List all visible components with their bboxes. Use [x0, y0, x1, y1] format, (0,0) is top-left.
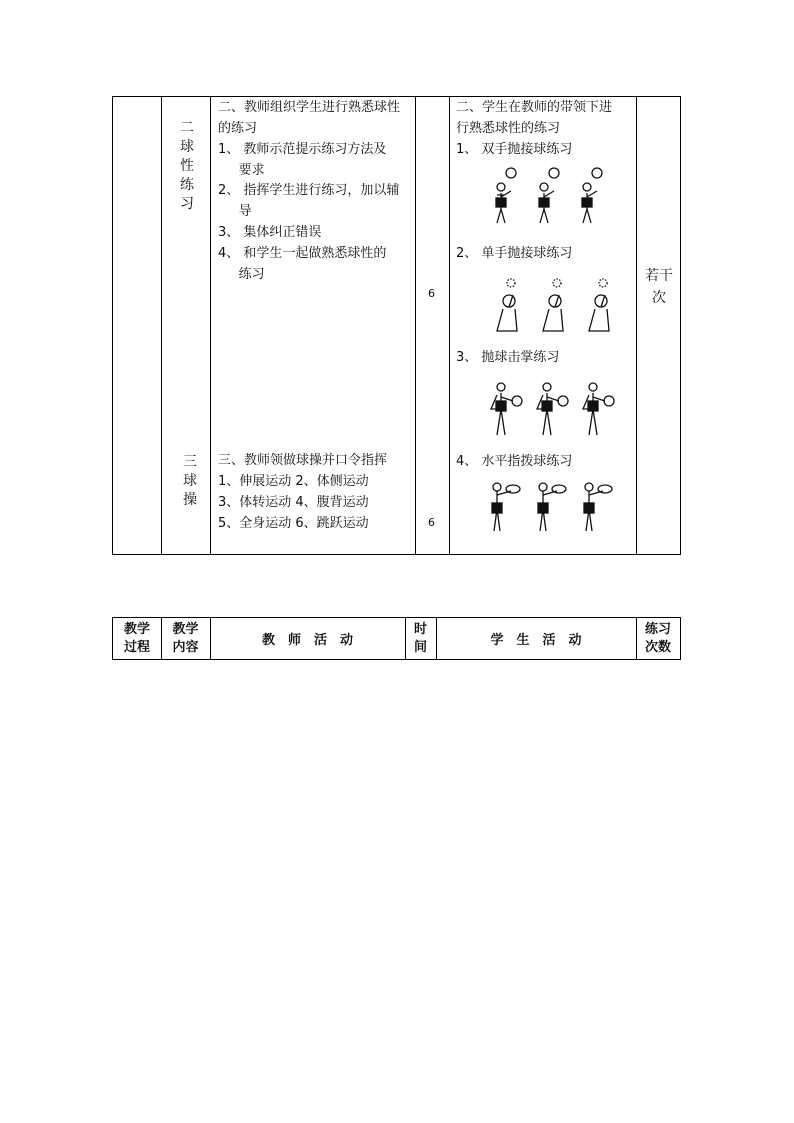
two-hand-toss-illustration: [477, 167, 617, 233]
reps-value: 若干 次: [645, 268, 673, 306]
teacher-line: 要求: [218, 163, 265, 178]
time-value: 6: [428, 287, 435, 300]
teacher-line: 的练习: [218, 121, 258, 136]
content-label-ball-practice: 二 球 性 练 习: [180, 120, 194, 212]
header-student-activity: 学 生 活 动: [490, 633, 582, 648]
header-teacher-activity: 教 师 活 动: [261, 633, 353, 648]
teacher-line: 5、全身运动 6、跳跃运动: [218, 516, 369, 531]
lesson-header-table: [112, 617, 681, 660]
col-divider: [415, 97, 416, 554]
one-hand-toss-illustration: [483, 277, 623, 337]
student-item: 3、 抛球击掌练习: [456, 350, 560, 365]
teacher-line: 导: [218, 204, 252, 219]
student-item: 1、 双手抛接球练习: [456, 142, 573, 157]
teacher-line: 4、 和学生一起做熟悉球性的: [218, 246, 387, 261]
teacher-line: 三、教师领做球操并口令指挥: [218, 453, 388, 468]
col-divider: [161, 97, 162, 554]
header-process: 教学 过程: [123, 621, 150, 655]
col-divider: [449, 97, 450, 554]
teacher-line: 2、 指挥学生进行练习，加以辅: [218, 183, 400, 198]
student-header-line: 行熟悉球性的练习: [456, 121, 561, 136]
header-content: 教学 内容: [172, 621, 199, 655]
col-divider: [636, 97, 637, 554]
finger-dial-illustration: [479, 481, 619, 535]
student-item: 2、 单手抛接球练习: [456, 246, 573, 261]
lesson-table: [112, 96, 681, 555]
time-value: 6: [428, 516, 435, 529]
student-item: 4、 水平指拨球练习: [456, 454, 573, 469]
teacher-line: 练习: [218, 267, 265, 282]
teacher-line: 1、 教师示范提示练习方法及: [218, 142, 387, 157]
teacher-line: 3、 集体纠正错误: [218, 225, 322, 240]
col-divider: [210, 97, 211, 554]
teacher-line: 3、体转运动 4、腹背运动: [218, 495, 369, 510]
teacher-line: 二、教师组织学生进行熟悉球性: [218, 100, 401, 115]
header-reps: 练习 次数: [644, 621, 671, 655]
toss-clap-illustration: [481, 381, 621, 441]
teacher-line: 1、伸展运动 2、体侧运动: [218, 474, 369, 489]
content-label-ball-exercise: 三 球 操: [183, 454, 197, 508]
student-header-line: 二、学生在教师的带领下进: [456, 100, 613, 115]
header-time: 时 间: [413, 621, 427, 655]
